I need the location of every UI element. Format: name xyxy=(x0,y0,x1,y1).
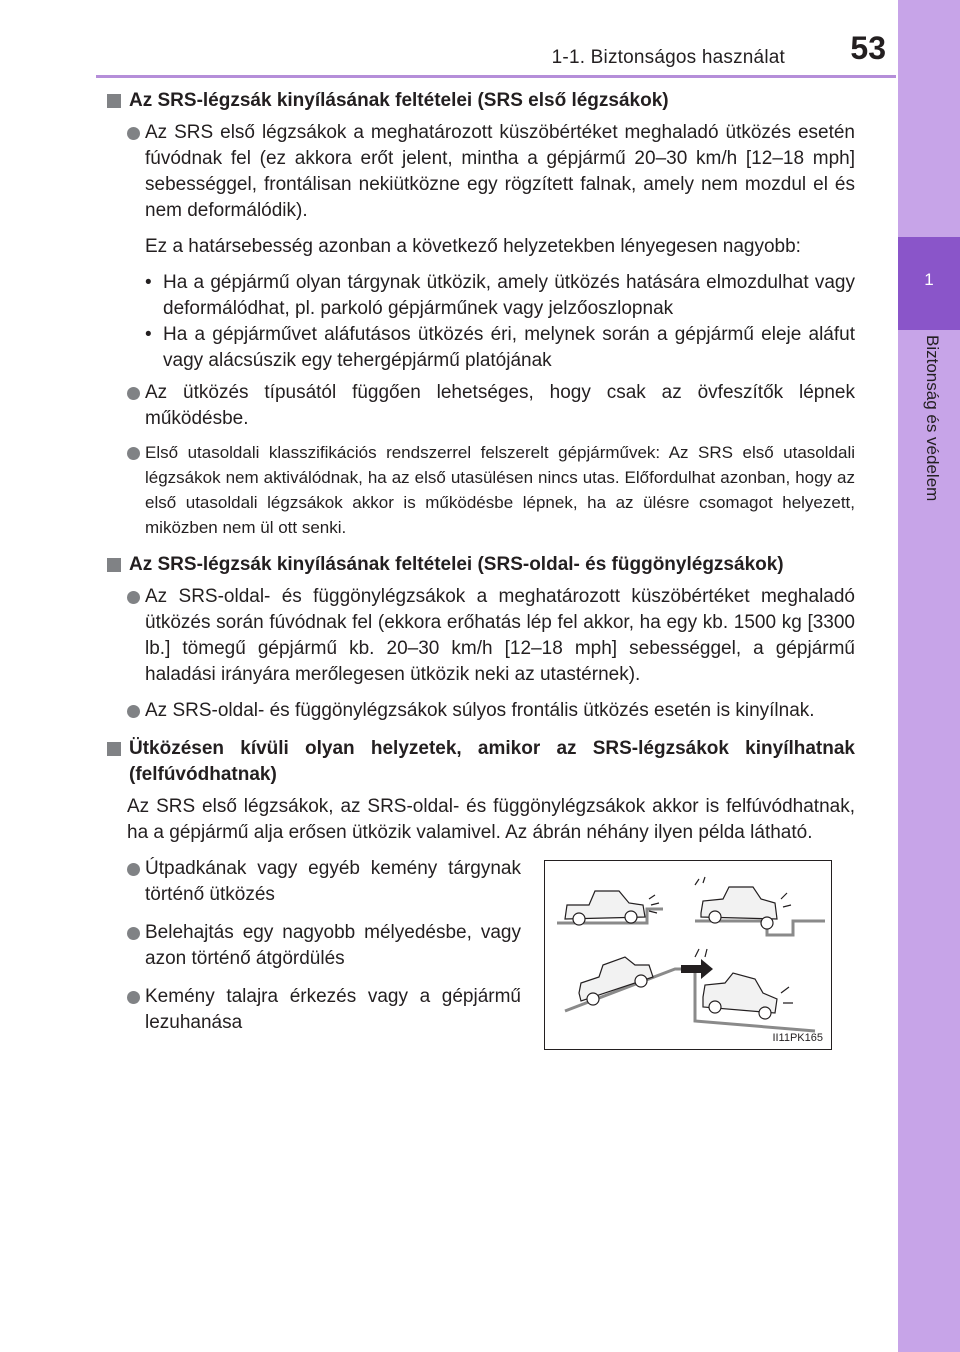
circle-bullet-icon xyxy=(127,991,140,1004)
paragraph: Ez a határsebesség azonban a következő helyzetekben lényegesen nagyobb: xyxy=(145,236,801,257)
circle-bullet-icon xyxy=(127,387,140,400)
paragraph: Az SRS első légzsákok, az SRS-oldal- és függönylégzsákok akkor is felfúvódhatnak, ha a gépjármű alja erősen ütközik valamivel. Az ábrán néhány ilyen példa látható. xyxy=(127,796,855,843)
chapter-number: 1 xyxy=(924,270,934,289)
illustration xyxy=(544,860,832,1050)
chapter-title: Biztonság és védelem xyxy=(923,335,942,502)
bullet-item: Az SRS-oldal- és függönylégzsákok súlyos frontális ütközés esetén is kinyílnak. xyxy=(107,698,855,724)
section-title: 1-1. Biztonságos használat xyxy=(551,47,785,68)
square-bullet-icon xyxy=(107,558,121,572)
dash-item: • Ha a gépjármű olyan tárgynak ütközik, amely ütközés hatására elmozdulhat vagy deformálódhat, pl. parkoló gépjárműnek vagy jelzőoszlopnak xyxy=(145,272,855,319)
fall-scene xyxy=(565,949,815,1031)
section-heading: Az SRS-légzsák kinyílásának feltételei (SRS első légzsákok) xyxy=(107,88,855,114)
bullet-item: Az SRS első légzsákok a meghatározott küszöbértéket meghaladó ütközés esetén fúvódnak fel (ez akkora erőt jelent, mintha a gépjármű 20–30 km/h [12–18 mph] sebességgel, frontálisan nekiütközne egy rögzített falnak, amely nem mozdul el és nem deformálódik). xyxy=(107,120,855,224)
bullet-item: Belehajtás egy nagyobb mélyedésbe, vagy azon történő átgördülés xyxy=(107,920,521,972)
header-rule xyxy=(96,75,896,78)
page-content xyxy=(107,88,855,1096)
circle-bullet-icon xyxy=(127,591,140,604)
circle-bullet-icon xyxy=(127,927,140,940)
situation-list xyxy=(107,856,521,1044)
side-tab xyxy=(898,0,960,1352)
curb-impact-scene xyxy=(557,891,663,925)
circle-bullet-icon xyxy=(127,127,140,140)
section-heading: Ütközésen kívüli olyan helyzetek, amikor az SRS-légzsákok kinyílhatnak (felfúvódhatnak) xyxy=(107,736,855,788)
section-heading: Az SRS-légzsák kinyílásának feltételei (SRS-oldal- és függönylégzsákok) xyxy=(107,552,855,578)
dash-item: • Ha a gépjárművet aláfutásos ütközés éri, melynek során a gépjármű eleje aláfut vagy alácsúszik egy tehergépjármű platójának xyxy=(145,324,855,371)
illustrated-list xyxy=(107,856,855,1096)
square-bullet-icon xyxy=(107,742,121,756)
bullet-item: Útpadkának vagy egyéb kemény tárgynak történő ütközés xyxy=(107,856,521,908)
figure-code: II11PK165 xyxy=(772,1032,823,1044)
bullet-item: Kemény talajra érkezés vagy a gépjármű lezuhanása xyxy=(107,984,521,1036)
dash-bullet-icon: • xyxy=(145,272,152,293)
page-number: 53 xyxy=(850,30,886,66)
bullet-item: Az SRS-oldal- és függönylégzsákok a meghatározott küszöbértéket meghaladó ütközés során fúvódnak fel (ekkora erőhatás lép fel akkor, ha egy kb. 1500 kg [3300 lb.] tömegű gépjármű kb. 20–30 km/h [12–18 mph] sebességgel, a gépjármű haladási irányára merőlegesen ütközik neki az utastérnek). xyxy=(107,584,855,688)
circle-bullet-icon xyxy=(127,863,140,876)
circle-bullet-icon xyxy=(127,705,140,718)
square-bullet-icon xyxy=(107,94,121,108)
vehicle-impact-illustration xyxy=(545,861,831,1049)
bullet-item: Első utasoldali klasszifikációs rendszerrel felszerelt gépjárművek: Az SRS első utasoldali légzsákok nem aktiválódnak, ha az első utasülésen nincs utas. Előfordulhat azonban, hogy az első utasoldali légzsákok akkor is működésbe lépnek, ha az ülésre csomagot helyezett, miközben nem ül ott senki. xyxy=(107,440,855,540)
dash-bullet-icon: • xyxy=(145,324,152,345)
arrow-icon xyxy=(681,959,713,979)
bullet-item: Az ütközés típusától függően lehetséges, hogy csak az övfeszítők lépnek működésbe. xyxy=(107,380,855,432)
circle-bullet-icon xyxy=(127,447,140,460)
hole-scene xyxy=(695,877,825,935)
